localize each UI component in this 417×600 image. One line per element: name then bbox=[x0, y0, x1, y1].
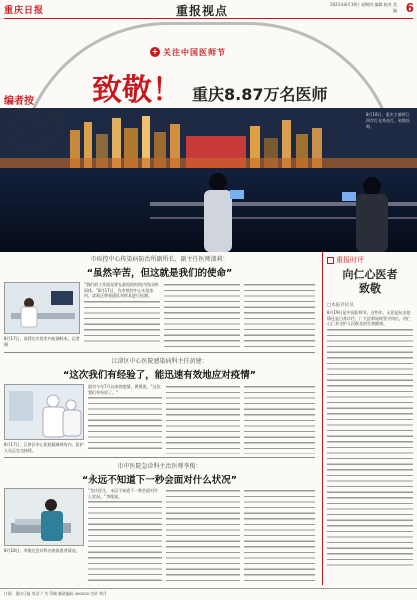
text-column bbox=[166, 384, 240, 454]
story-intro: 市中医院急诊科主治医师李俊： bbox=[117, 463, 202, 470]
text-column bbox=[244, 282, 315, 350]
commentary-tag bbox=[327, 255, 364, 265]
tagline bbox=[150, 46, 226, 58]
story-2-caption: 8月17日，江津区中心医院隔离病房内，医护人员正在交接班。 bbox=[4, 442, 84, 453]
story-headline: “永远不知道下一秒会面对什么状况” bbox=[82, 475, 237, 486]
text-column bbox=[88, 395, 162, 451]
commentary-tag-label: 重报时评 bbox=[336, 256, 364, 264]
story-headline: “这次我们有经验了，能迅速有效地应对疫情” bbox=[63, 370, 256, 381]
commentary-author: □本报评论员 bbox=[327, 303, 354, 308]
text-column bbox=[84, 299, 160, 343]
tag-square-icon bbox=[327, 257, 334, 264]
section-title: 重报视点 bbox=[176, 4, 229, 18]
editor-note bbox=[4, 92, 64, 155]
commentary-title-line-1: 向仁心医者 bbox=[342, 268, 398, 281]
story-1-caption: 8月17日，漆莉在实验室内检测样本。记者 摄 bbox=[4, 336, 80, 347]
story-divider bbox=[4, 352, 315, 353]
story-2-photo bbox=[4, 384, 84, 440]
tagline-text: 关注中国医师节 bbox=[163, 47, 226, 57]
editor-note-title: 编者按 bbox=[4, 96, 34, 107]
story-divider bbox=[4, 457, 315, 458]
story-3-column-1 bbox=[88, 488, 162, 584]
commentary-lead: 8月19日是中国医师节。这些年，无论是抗击疫情还是日常诊疗，广大医师始终坚守岗位，用仁心仁术守护人民群众的生命健康。 bbox=[327, 310, 411, 327]
editor-note-body: 8月19日是第四个中国医师节。回顾过去一年，广大医师奋战在抗疫一线，守护群众健康。截至目前，重庆共有执业（助理）医师8.87万人，每千人口医师数达2.77人。今天，本报推出系列报道，致敬这群守护生命的人。 bbox=[4, 110, 64, 154]
commentary-body bbox=[327, 310, 413, 578]
text-column bbox=[244, 384, 315, 454]
text-column bbox=[244, 488, 315, 584]
text-column bbox=[166, 488, 240, 584]
story-2-header bbox=[4, 356, 315, 381]
commentary-column bbox=[322, 252, 414, 585]
story-intro: 江津区中心医院感染病科主任黄建： bbox=[111, 358, 208, 365]
text-column bbox=[327, 327, 413, 567]
photographers-silhouette bbox=[150, 160, 417, 252]
story-1-lead: “我们的工作就是要在最短的时间内找出病原体。”8月17日，在市疾控中心实验室内，漆莉正带领团队对样本进行检测。 bbox=[84, 282, 159, 299]
headline bbox=[92, 65, 327, 109]
commentary-title bbox=[327, 268, 413, 296]
story-3-lead: “急诊医生，永远不知道下一秒会面对什么状况。”李俊说。 bbox=[88, 488, 159, 499]
dateline: 2021年8月19日 星期四 编辑 校对 美编 bbox=[330, 2, 397, 13]
story-2-lead: 面对今年7月以来的疫情，黄建说，“这次我们有经验了。” bbox=[88, 384, 161, 395]
story-1-header bbox=[4, 254, 315, 279]
banner-photo-caption: 8月18日，重庆主城两江四岸灯光秀亮灯，致敬医师。 bbox=[366, 112, 410, 129]
story-1-column-1 bbox=[84, 282, 160, 350]
story-3-caption: 8月18日，李俊在急诊科内查看患者情况。 bbox=[4, 548, 80, 553]
text-column bbox=[88, 499, 162, 581]
footer: 订阅：重庆日报 电话 广告 印刷 邮政编码 400000 定价 每月 bbox=[0, 588, 417, 600]
text-column bbox=[164, 282, 240, 350]
masthead-rule bbox=[4, 18, 413, 19]
story-1-photo bbox=[4, 282, 80, 334]
masthead bbox=[0, 0, 417, 18]
story-3-photo bbox=[4, 488, 84, 546]
story-intro: 市疾控中心传染病防治所副所长、副主任医师漆莉： bbox=[90, 256, 229, 263]
commentary-title-line-2: 致敬 bbox=[359, 282, 381, 295]
red-cross-icon: + bbox=[151, 47, 159, 56]
headline-main: 致敬！ bbox=[92, 73, 182, 108]
story-3-header bbox=[4, 461, 315, 486]
newspaper-logo: 重庆日报 bbox=[4, 6, 45, 16]
page-number: 6 bbox=[405, 1, 414, 15]
story-2-column-1 bbox=[88, 384, 162, 454]
headline-sub: 重庆8.87万名医师 bbox=[192, 85, 328, 104]
story-headline: “虽然辛苦，但这就是我们的使命” bbox=[86, 268, 233, 279]
